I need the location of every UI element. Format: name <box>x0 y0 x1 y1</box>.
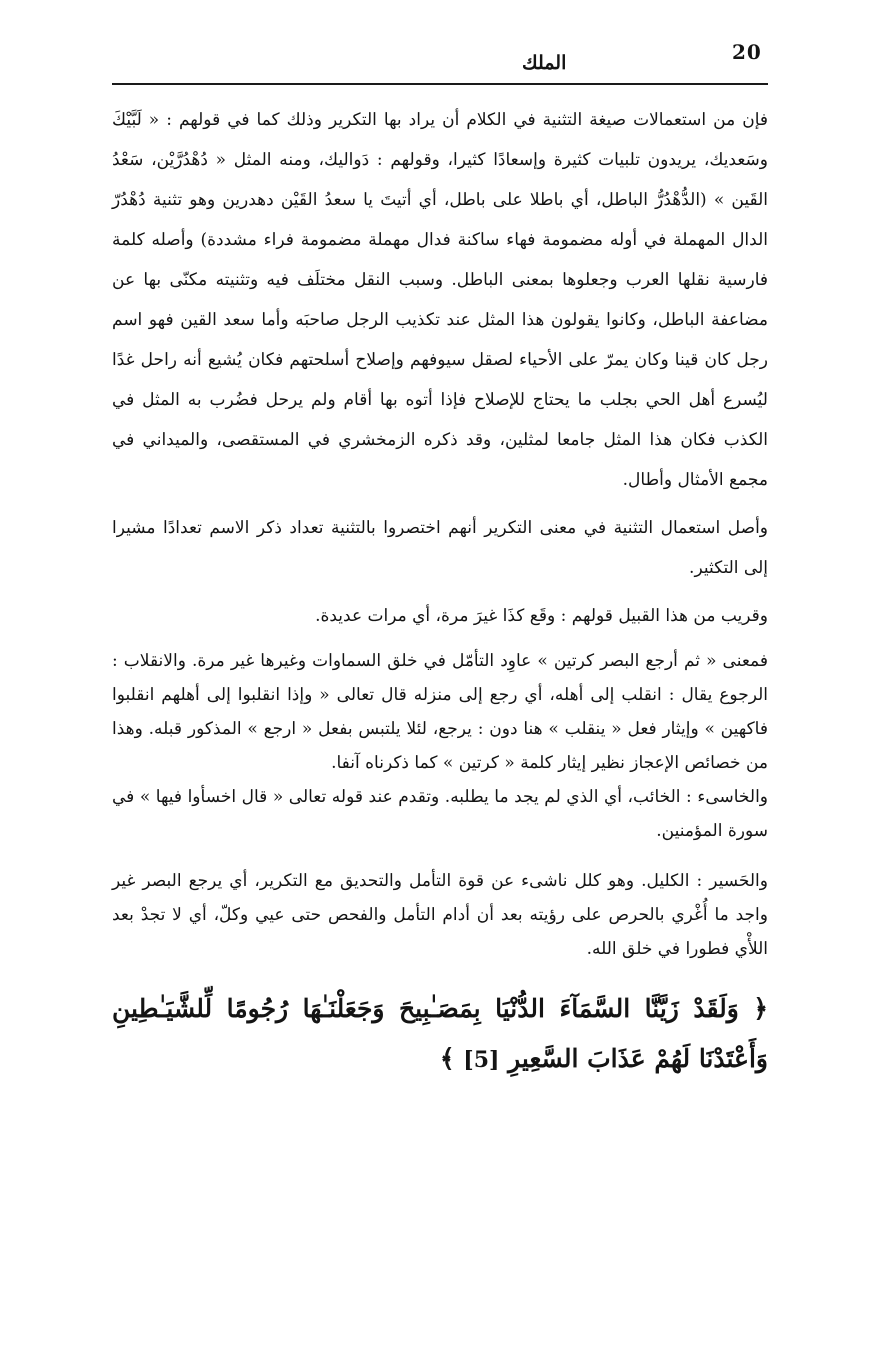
header-rule <box>112 83 768 85</box>
running-title: الملك <box>522 52 567 74</box>
paragraph-origin-of-dual: وأصل استعمال التثنية في معنى التكرير أنهم اختصروا بالتثنية تعداد ذكر الاسم تعدادًا مشيرا إلى التكثير. <box>112 518 768 578</box>
page-header <box>112 36 768 82</box>
paragraph-meaning-of-verse: فمعنى « ثم أرجع البصر كرتين » عاوِد التأمّل في خلق السماوات وغيرها غير مرة. والانقلاب : الرجوع يقال : انقلب إلى أهله، أي رجع إلى منزله قال تعالى « وإذا انقلبوا إلى أهلهم انقلبوا فاكهين » وإيثار فعل « ينقلب » هنا دون : يرجع، لئلا يلتبس بفعل « ارجع » المذكور قبله. وهذا من خصائص الإعجاز نظير إيثار كلمة « كرتين » كما ذكرناه آنفا. <box>112 651 768 773</box>
verse-number: [5] <box>463 1047 500 1073</box>
paragraph-khasi: والخاسىء : الخائب، أي الذي لم يجد ما يطلبه. وتقدم عند قوله تعالى « قال اخسأوا فيها » في سورة المؤمنين. <box>112 787 768 841</box>
paragraph-similar-usage: وقريب من هذا القبيل قولهم : وقَع كذَا غيرَ مرة، أي مرات عديدة. <box>315 606 768 626</box>
verse-close-bracket: ﴾ <box>439 1044 455 1073</box>
paragraph-hasir: والحَسير : الكليل. وهو كلل ناشىء عن قوة التأمل والتحديق مع التكرير، أي يرجع البصر غير واجد ما أُغْري بالحرص على رؤيته بعد أن أدام التأمل والفحص حتى عيي وكلّ، أي لا تجدْ بعد اللأْي فطورا في خلق الله. <box>112 871 768 959</box>
verse-open-bracket: ﴿ <box>753 994 768 1023</box>
page-body <box>112 100 768 1085</box>
verse-text: وَلَقَدْ زَيَّنَّا السَّمَآءَ الدُّنْيَا بِمَصَـٰبِيحَ وَجَعَلْنَـٰهَا رُجُومًا لِّلشَّيَـٰطِينِ وَأَعْتَدْنَا لَهُمْ عَذَابَ السَّعِيرِ <box>112 994 768 1073</box>
paragraph-dual-form: فإن من استعمالات صيغة التثنية في الكلام أن يراد بها التكرير وذلك كما في قولهم : « لَبَّيْكَ وسَعديك، يريدون تلبيات كثيرة وإسعادًا كثيرا، وقولهم : دَواليك، ومنه المثل « دُهْدُرَّيْن، سَعْدُ القَين » (الدُّهْدُرُّ الباطل، أي باطلا على باطل، أي أتيتَ يا سعدُ القَيْن دهدرين وهو تثنية دُهْدُرّ الدال المهملة في أوله مضمومة فهاء ساكنة فدال مهملة مضمومة فراء مشددة) وأصله كلمة فارسية نقلها العرب وجعلوها بمعنى الباطل. وسبب النقل مختلَف فيه وتثنيته مكنّى بها عن مضاعفة الباطل، وكانوا يقولون هذا المثل عند تكذيب الرجل صاحبَه وأما سعد القين فهو اسم رجل كان قينا وكان يمرّ على الأحياء لصقل سيوفهم وإصلاح أسلحتهم فكان يُشيع أنه راحل غدًا ليُسرع أهل الحي بجلب ما يحتاج للإصلاح فإذا أتوه بها أقام ولم يرحل فضُرب به المثل في الكذب فكان هذا المثل جامعا لمثلين، وقد ذكره الزمخشري في المستقصى، والميداني في مجمع الأمثال وأطال. <box>112 110 768 490</box>
quran-verse <box>112 984 768 1085</box>
page-number: 20 <box>732 40 762 64</box>
